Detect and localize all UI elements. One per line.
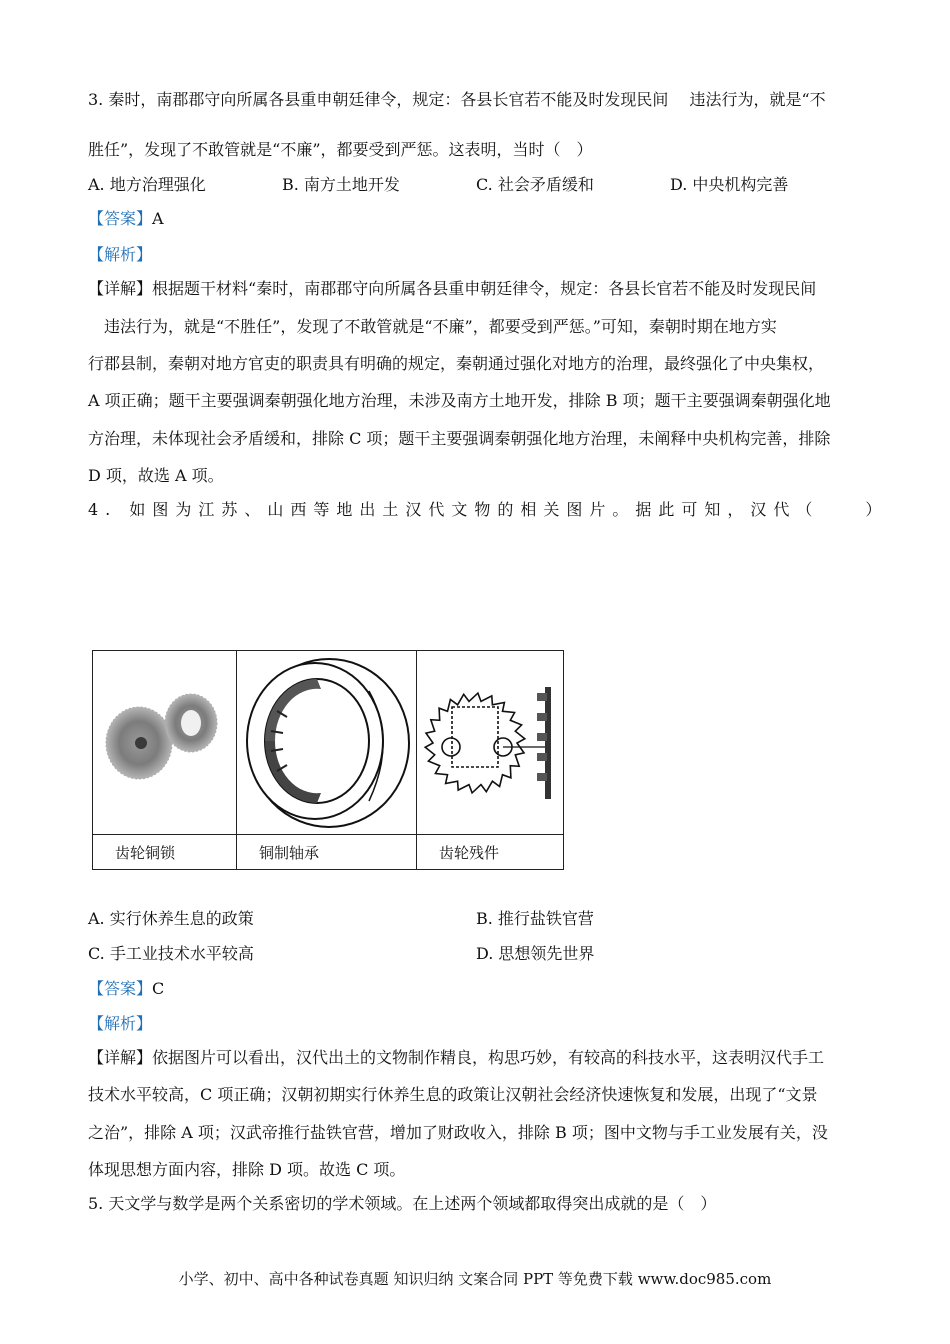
q3-detail-line-1 [88, 277, 863, 301]
gear-fragment-image [417, 651, 564, 834]
caption-gear-fragment: 齿轮残件 [417, 834, 563, 870]
q4-detail-line-1 [88, 1046, 863, 1070]
q4-answer-value: C [152, 979, 165, 998]
q3-analysis-heading: 【解析】 [88, 245, 153, 264]
q4-option-c: C. 手工业技术水平较高 [88, 944, 254, 963]
q4-detail-text-1: 依据图片可以看出，汉代出土的文物制作精良，构思巧妙，有较高的科技水平，这表明汉代手工 [152, 1048, 825, 1067]
q5-stem: 5. 天文学与数学是两个关系密切的学术领域。在上述两个领域都取得突出成就的是（ ） [88, 1194, 717, 1213]
q3-detail-line-5: 方治理，未体现社会矛盾缓和，排除 C 项；题干主要强调秦朝强化地方治理，未阐释中央机构完善，排除 [88, 429, 831, 448]
page-footer: 小学、初中、高中各种试卷真题 知识归纳 文案合同 PPT 等免费下载 www.doc985.com [178, 1270, 772, 1288]
q3-answer-label: 【答案】 [88, 209, 153, 228]
q3-detail-line-6: D 项，故选 A 项。 [88, 466, 224, 485]
q3-option-a: A. 地方治理强化 [88, 175, 206, 194]
q3-answer-value: A [152, 209, 164, 228]
gear-outline [425, 693, 525, 793]
q4-detail-line-2: 技术水平较高，C 项正确；汉朝初期实行休养生息的政策让汉朝社会经济快速恢复和发展，出现了“文景 [88, 1085, 818, 1104]
gear-lock-image [93, 651, 236, 834]
q3-option-c: C. 社会矛盾缓和 [476, 175, 594, 194]
bearing-image [237, 651, 416, 834]
q4-analysis-heading: 【解析】 [88, 1014, 153, 1033]
q4-stem: 4. 如图为江苏、山西等地出土汉代文物的相关图片。据此可知，汉代（ ） [88, 500, 889, 519]
q3-detail-label: 【详解】 [88, 279, 153, 298]
q4-option-b: B. 推行盐铁官营 [476, 909, 594, 928]
q3-detail-text-1: 根据题干材料“秦时，南郡郡守向所属各县重申朝廷律令，规定：各县长官若不能及时发现民间 [152, 279, 817, 298]
q3-option-d: D. 中央机构完善 [670, 175, 789, 194]
caption-bearing: 铜制轴承 [237, 834, 417, 870]
q3-answer [88, 207, 863, 231]
q4-artifact-figure [92, 650, 564, 870]
caption-gear-lock: 齿轮铜锁 [93, 834, 237, 870]
q4-answer [88, 977, 863, 1001]
q4-option-a: A. 实行休养生息的政策 [88, 909, 254, 928]
figure-cell-gear-fragment [417, 651, 564, 834]
q3-option-b: B. 南方土地开发 [282, 175, 400, 194]
q4-detail-line-4: 体现思想方面内容，排除 D 项。故选 C 项。 [88, 1160, 406, 1179]
q3-stem-line-1: 3. 秦时，南郡郡守向所属各县重申朝廷律令，规定：各县长官若不能及时发现民间 违法行为，就是“不 [88, 90, 826, 109]
q4-answer-label: 【答案】 [88, 979, 153, 998]
q4-detail-line-3: 之治”，排除 A 项；汉武帝推行盐铁官营，增加了财政收入，排除 B 项；图中文物与手工业发展有关，没 [88, 1123, 828, 1142]
q3-detail-line-3: 行郡县制，秦朝对地方官吏的职责具有明确的规定，秦朝通过强化对地方的治理，最终强化了中央集权， [88, 354, 825, 373]
figure-cell-gear-lock [93, 651, 237, 834]
q4-option-d: D. 思想领先世界 [476, 944, 595, 963]
q3-analysis-label [88, 243, 863, 267]
q3-stem-line-2: 胜任”，发现了不敢管就是“不廉”，都要受到严惩。这表明，当时（ ） [88, 140, 593, 159]
q3-detail-line-2: 违法行为，就是“不胜任”，发现了不敢管就是“不廉”，都要受到严惩。”可知，秦朝时期在地方实 [88, 317, 777, 336]
figure-cell-bearing [237, 651, 417, 834]
q3-detail-line-4: A 项正确；题干主要强调秦朝强化地方治理，未涉及南方土地开发，排除 B 项；题干主要强调秦朝强化地 [88, 391, 831, 410]
q4-detail-label: 【详解】 [88, 1048, 153, 1067]
q4-analysis-label [88, 1012, 863, 1036]
